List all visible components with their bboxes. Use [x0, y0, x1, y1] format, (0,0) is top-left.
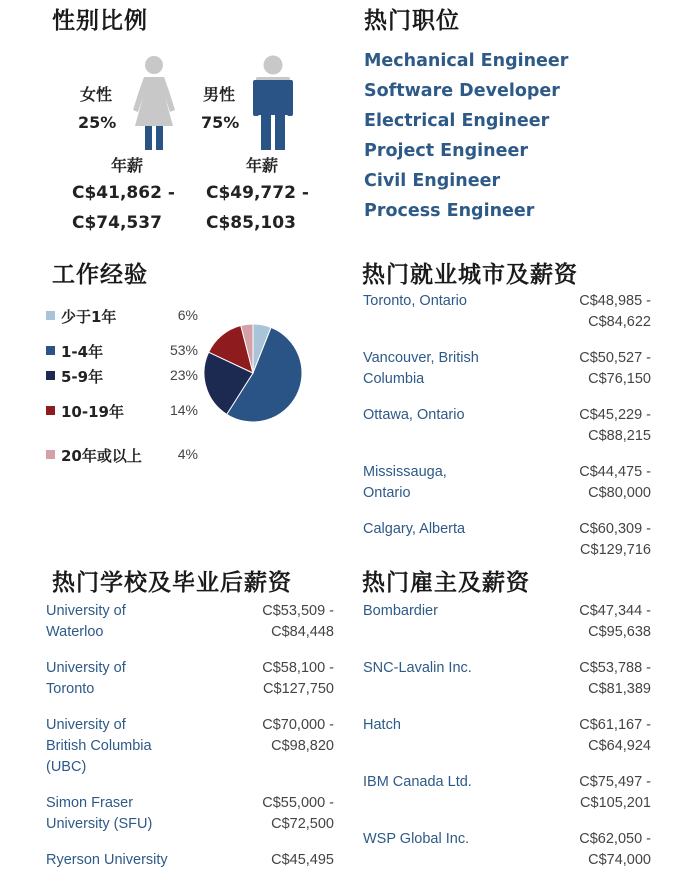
female-percent: 25%	[78, 113, 117, 132]
school-salary: C$55,000 - C$72,500	[262, 795, 334, 832]
employer-salary: C$61,167 - C$64,924	[579, 717, 651, 754]
legend-label: 10-19年	[61, 403, 124, 421]
school-name: Simon Fraser University (SFU)	[46, 795, 153, 832]
city-row	[363, 405, 651, 449]
employer-salary: C$53,788 - C$81,389	[579, 660, 651, 697]
city-salary: C$44,475 - C$80,000	[579, 464, 651, 501]
male-salary-label: 年薪	[246, 156, 279, 175]
city-salary: C$60,309 - C$129,716	[579, 521, 651, 558]
legend-percent: 14%	[169, 402, 198, 418]
employer-row	[363, 601, 651, 645]
city-name: Calgary, Alberta	[363, 521, 466, 537]
legend-swatch	[46, 450, 55, 459]
city-salary: C$48,985 - C$84,622	[579, 293, 651, 330]
legend-percent: 23%	[169, 367, 198, 383]
school-name: Ryerson University	[46, 852, 168, 868]
male-icon	[253, 55, 293, 151]
female-icon	[131, 55, 177, 151]
male-salary-high: C$85,103	[206, 213, 296, 233]
city-row	[363, 519, 651, 563]
legend-percent: 6%	[177, 307, 198, 323]
school-row	[46, 850, 334, 872]
city-name: Ottawa, Ontario	[363, 407, 465, 423]
legend-label: 1-4年	[61, 343, 104, 361]
city-row	[363, 348, 651, 392]
employer-row	[363, 772, 651, 816]
legend-label: 5-9年	[61, 368, 104, 386]
jobs-title: 热门职位	[364, 8, 460, 34]
female-salary-high: C$74,537	[72, 213, 162, 233]
employer-name: SNC-Lavalin Inc.	[363, 660, 472, 676]
job-item: Software Developer	[364, 81, 560, 101]
female-salary-label: 年薪	[111, 156, 144, 175]
school-row	[46, 601, 334, 645]
legend-item	[46, 401, 206, 421]
job-item: Process Engineer	[364, 201, 535, 221]
school-row	[46, 793, 334, 837]
legend-swatch	[46, 371, 55, 380]
school-salary: C$45,495	[271, 852, 334, 868]
employers-title: 热门雇主及薪资	[362, 570, 530, 596]
legend-label: 少于1年	[61, 308, 117, 326]
city-row	[363, 462, 651, 506]
city-salary: C$45,229 - C$88,215	[579, 407, 651, 444]
employer-salary: C$62,050 - C$74,000	[579, 831, 651, 868]
male-percent: 75%	[201, 113, 240, 132]
male-salary-low: C$49,772 -	[206, 183, 309, 203]
employer-name: WSP Global Inc.	[363, 831, 470, 847]
employer-name: Hatch	[363, 717, 401, 733]
city-name: Toronto, Ontario	[363, 293, 467, 309]
job-item: Mechanical Engineer	[364, 51, 569, 71]
city-salary: C$50,527 - C$76,150	[579, 350, 651, 387]
school-name: University of Waterloo	[46, 603, 126, 640]
legend-percent: 4%	[177, 446, 198, 462]
legend-swatch	[46, 311, 55, 320]
city-name: Vancouver, British Columbia	[363, 350, 479, 387]
gender-title: 性别比例	[52, 8, 148, 34]
city-name: Mississauga, Ontario	[363, 464, 447, 501]
female-salary-low: C$41,862 -	[72, 183, 175, 203]
male-label: 男性	[203, 85, 236, 104]
schools-title: 热门学校及毕业后薪资	[52, 570, 292, 596]
school-row	[46, 658, 334, 702]
school-row	[46, 715, 334, 780]
job-item: Electrical Engineer	[364, 111, 550, 131]
school-name: University of British Columbia (UBC)	[46, 717, 152, 775]
employer-salary: C$47,344 - C$95,638	[579, 603, 651, 640]
city-row	[363, 291, 651, 335]
experience-title: 工作经验	[52, 262, 148, 288]
school-salary: C$58,100 - C$127,750	[262, 660, 334, 697]
employer-row	[363, 829, 651, 873]
school-name: University of Toronto	[46, 660, 126, 697]
legend-item	[46, 306, 206, 326]
school-salary: C$70,000 - C$98,820	[262, 717, 334, 754]
legend-swatch	[46, 406, 55, 415]
experience-pie-chart	[198, 318, 308, 428]
job-item: Civil Engineer	[364, 171, 501, 191]
cities-title: 热门就业城市及薪资	[362, 262, 578, 288]
legend-percent: 53%	[169, 342, 198, 358]
legend-item	[46, 366, 206, 386]
job-item: Project Engineer	[364, 141, 528, 161]
employer-row	[363, 658, 651, 702]
legend-label: 20年或以上	[61, 447, 142, 465]
employer-name: IBM Canada Ltd.	[363, 774, 472, 790]
employer-name: Bombardier	[363, 603, 438, 619]
female-label: 女性	[80, 85, 113, 104]
employer-row	[363, 715, 651, 759]
legend-item	[46, 341, 206, 361]
legend-swatch	[46, 346, 55, 355]
legend-item	[46, 445, 206, 465]
school-salary: C$53,509 - C$84,448	[262, 603, 334, 640]
employer-salary: C$75,497 - C$105,201	[579, 774, 651, 811]
